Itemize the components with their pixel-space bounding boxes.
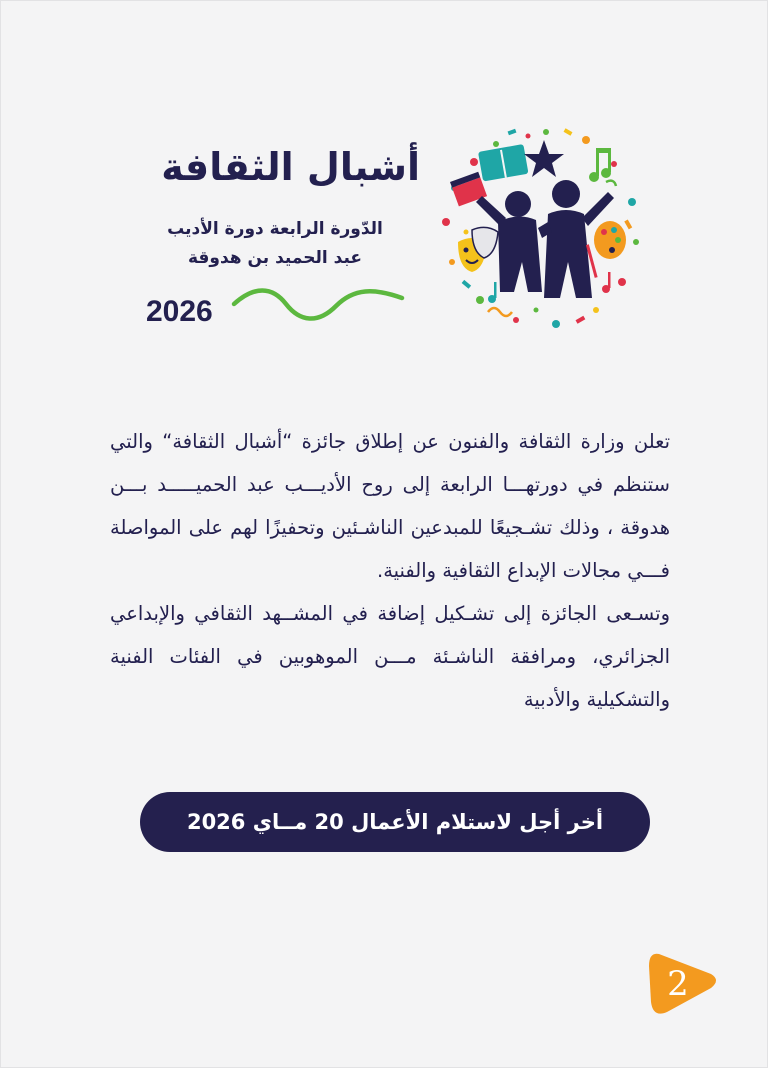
body-text [110, 420, 670, 721]
logo-subtitle [130, 215, 420, 273]
green-squiggle-icon [228, 282, 408, 326]
logo-subtitle-line2: عبد الحميد بن هدوقة [187, 248, 363, 268]
page-number: 2 [667, 964, 689, 1004]
deadline-label: أخر أجل لاستلام الأعمال 20 مــاي 2026 [186, 810, 604, 834]
paragraph-goals: وتسـعى الجائزة إلى تشـكيل إضافة في المشــهد الثقافي والإبداعي الجزائري، ومرافقة الناشـئة مـــن الموهوبين في الفئات الفنية والتشكيلية والأدبية [110, 602, 670, 711]
deadline-banner [140, 792, 650, 852]
logo-year: 2026 [146, 295, 213, 328]
logo-emblem-icon [436, 122, 646, 332]
logo-title: أشبال الثقافة [161, 145, 420, 189]
logo-subtitle-line1: الدّورة الرابعة دورة الأديب [167, 219, 383, 239]
paragraph-intro: تعلن وزارة الثقافة والفنون عن إطلاق جائزة “أشبال الثقافة“ والتي ستنظم في دورتهـــا الرابعة إلى روح الأديـــب عبد الحميـــــد بـــن هدوقة ، وذلك تشـجيعًا للمبدعين الناشـئين وتحفيزًا لهم على المواصلة فـــي مجالات الإبداع الثقافية والفنية. [110, 430, 670, 582]
